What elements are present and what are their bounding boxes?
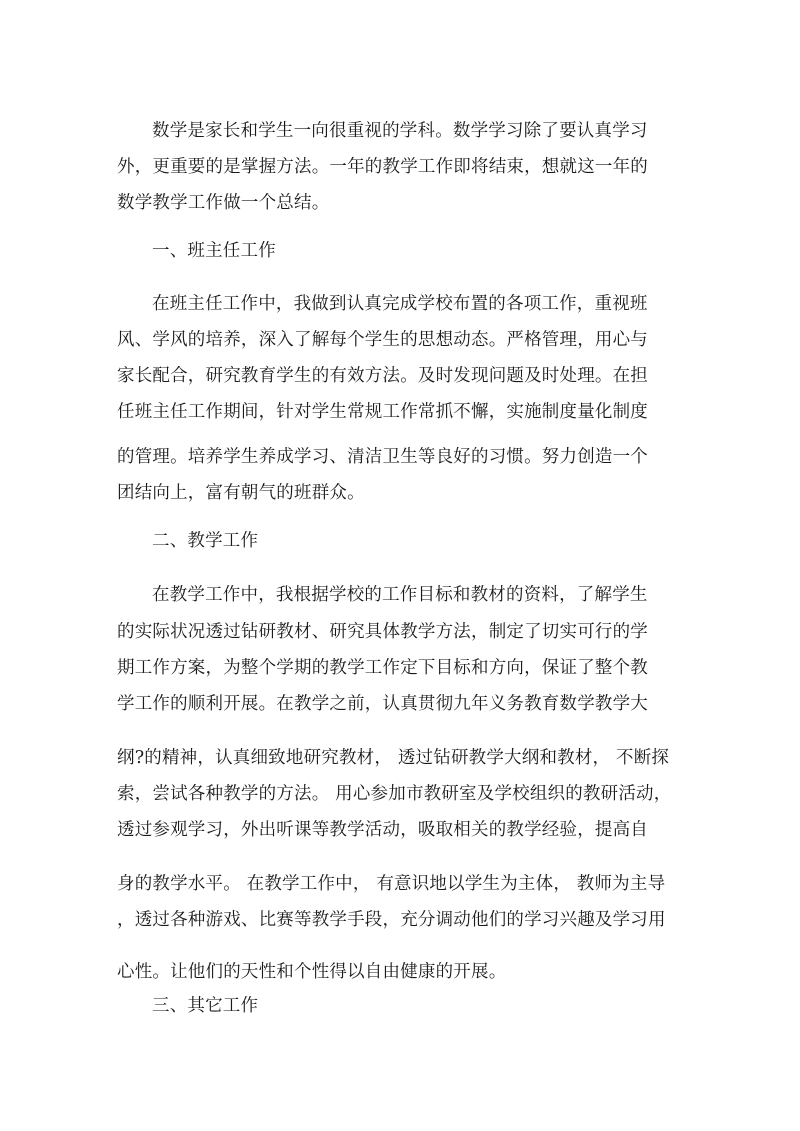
body-line: 的管理。培养学生养成学习、清洁卫生等良好的习惯。努力创造一个: [117, 447, 648, 467]
body-line: 纲?的精神，认真细致地研究教材， 透过钻研教学大纲和教材， 不断探: [117, 748, 670, 768]
body-line: 家长配合，研究教育学生的有效方法。及时发现问题及时处理。在担: [117, 366, 648, 386]
body-line: 在班主任工作中，我做到认真完成学校布置的各项工作，重视班: [152, 294, 648, 314]
body-line: 期工作方案，为整个学期的教学工作定下目标和方向，保证了整个教: [117, 658, 648, 678]
intro-line: 数学教学工作做一个总结。: [117, 193, 330, 213]
body-line: 透过参观学习，外出听课等教学活动，吸取相关的教学经验，提高自: [117, 820, 648, 840]
intro-line: 数学是家长和学生一向很重视的学科。数学学习除了要认真学习: [152, 121, 648, 141]
body-line: 任班主任工作期间，针对学生常规工作常抓不懈，实施制度量化制度: [117, 402, 648, 422]
body-line: 索，尝试各种教学的方法。 用心参加市教研室及学校组织的教研活动，: [117, 784, 672, 804]
body-line: 学工作的顺利开展。在教学之前，认真贯彻九年义务教育数学教学大: [117, 694, 648, 714]
body-line: 在教学工作中，我根据学校的工作目标和教材的资料，了解学生: [152, 585, 648, 605]
section-heading-homeroom: 一、班主任工作: [152, 241, 276, 261]
body-line: 的实际状况透过钻研教材、研究具体教学方法，制定了切实可行的学: [117, 622, 648, 642]
section-heading-teaching: 二、教学工作: [152, 531, 259, 551]
body-line: 身的教学水平。 在教学工作中， 有意识地以学生为主体， 教师为主导: [117, 874, 666, 894]
body-line: ，透过各种游戏、比赛等教学手段，充分调动他们的学习兴趣及学习用: [117, 910, 666, 930]
body-line: 风、学风的培养，深入了解每个学生的思想动态。严格管理，用心与: [117, 330, 648, 350]
body-line: 团结向上，富有朝气的班群众。: [117, 483, 365, 503]
section-heading-other: 三、其它工作: [152, 996, 259, 1016]
body-line: 心性。让他们的天性和个性得以自由健康的开展。: [117, 962, 507, 982]
intro-line: 外，更重要的是掌握方法。一年的教学工作即将结束，想就这一年的: [117, 157, 648, 177]
